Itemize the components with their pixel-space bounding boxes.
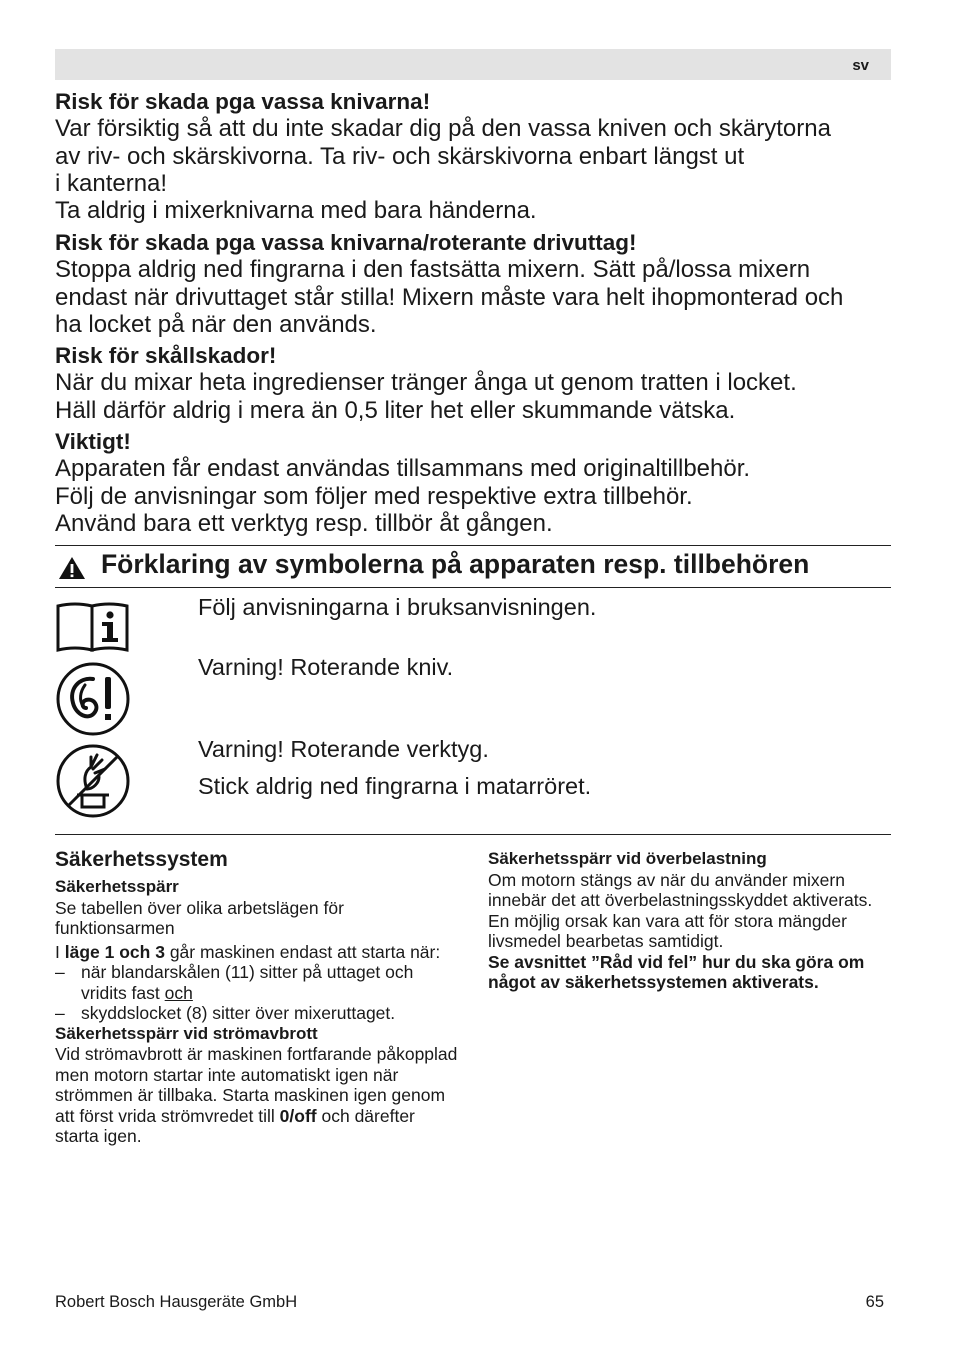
safety-system-column xyxy=(55,847,460,1147)
warning-line: Var försiktig så att du inte skadar dig på den vassa kniven och skärytorna xyxy=(55,115,831,143)
warning-important xyxy=(55,428,905,537)
warning-heading: Risk för skada pga vassa knivarna/roterante drivuttag! xyxy=(55,230,637,255)
divider xyxy=(55,834,891,835)
language-code: sv xyxy=(852,57,869,74)
lock-title: Säkerhetsspärr xyxy=(55,877,179,896)
symbol-description: Följ anvisningarna i bruksanvisningen. xyxy=(198,594,597,620)
power-failure-text: Vid strömavbrott är maskinen fortfarande påkopplad men motorn startar inte automatiskt igen när strömmen är tillbaka. Starta maskinen igen genom att först vrida strömvredet till 0/off och därefter starta igen. xyxy=(55,1044,458,1146)
language-bar xyxy=(55,49,891,80)
warning-heading: Viktigt! xyxy=(55,429,131,454)
divider xyxy=(55,587,891,588)
overload-advice: Se avsnittet ”Råd vid fel” hur du ska göra om något av säkerhetssystemen aktiverats. xyxy=(488,951,865,992)
warning-heading: Risk för skållskador! xyxy=(55,343,277,368)
warning-line: endast när drivuttaget står stilla! Mixern måste vara helt ihopmonterad och xyxy=(55,283,844,311)
page-number: 65 xyxy=(865,1293,884,1311)
warning-line: av riv- och skärskivorna. Ta riv- och skärskivorna enbart längst ut xyxy=(55,142,745,170)
footer-company: Robert Bosch Hausgeräte GmbH xyxy=(55,1293,298,1311)
warning-line: ha locket på när den används. xyxy=(55,310,377,338)
warning-triangle-icon xyxy=(57,555,87,581)
warning-heading: Risk för skada pga vassa knivarna! xyxy=(55,89,431,114)
overload-text: Om motorn stängs av när du använder mixern innebär det att överbelastningsskyddet aktiverats. En möjlig orsak kan vara att för stora mängder livsmedel bearbetas samtidigt. xyxy=(488,869,873,951)
warning-line: Ta aldrig i mixerknivarna med bara händerna. xyxy=(55,197,537,225)
warning-line: Stoppa aldrig ned fingrarna i den fastsätta mixern. Sätt på/lossa mixern xyxy=(55,256,811,284)
warning-scalding xyxy=(55,342,905,424)
lock-text: Se tabellen över olika arbetslägen för funktionsarmen xyxy=(55,897,344,938)
section-title: Förklaring av symbolerna på apparaten resp. tillbehören xyxy=(101,549,810,579)
overload-column xyxy=(488,849,890,993)
warning-line: i kanterna! xyxy=(55,169,168,197)
warning-sharp-knives xyxy=(55,88,905,224)
symbol-description: Varning! Roterande kniv. xyxy=(198,654,454,680)
divider xyxy=(55,545,891,546)
symbol-description: Varning! Roterande verktyg. xyxy=(198,736,489,762)
warning-line: Använd bara ett verktyg resp. tillbör åt gången. xyxy=(55,509,553,537)
power-failure-title: Säkerhetsspärr vid strömavbrott xyxy=(55,1023,318,1043)
rotating-knife-warning-icon xyxy=(55,661,131,737)
list-item: – skyddslocket (8) sitter över mixeruttaget. xyxy=(55,1003,460,1024)
manual-info-icon xyxy=(55,601,133,653)
overload-title: Säkerhetsspärr vid överbelastning xyxy=(488,849,767,868)
safety-title: Säkerhetssystem xyxy=(55,848,228,871)
no-fingers-in-feed-tube-icon xyxy=(55,743,131,819)
list-item: – när blandarskålen (11) sitter på uttaget och vridits fast och xyxy=(55,962,460,1003)
symbol-description: Stick aldrig ned fingrarna i matarröret. xyxy=(198,773,592,799)
warning-line: Följ de anvisningar som följer med respektive extra tillbehör. xyxy=(55,482,693,510)
warning-line: Häll därför aldrig i mera än 0,5 liter het eller skummande vätska. xyxy=(55,396,736,424)
warning-rotating-drive xyxy=(55,229,905,338)
warning-line: När du mixar heta ingredienser tränger ånga ut genom tratten i locket. xyxy=(55,369,797,397)
warning-line: Apparaten får endast användas tillsammans med originaltillbehör. xyxy=(55,455,751,483)
mode-text: I läge 1 och 3 går maskinen endast att starta när: xyxy=(55,941,441,962)
